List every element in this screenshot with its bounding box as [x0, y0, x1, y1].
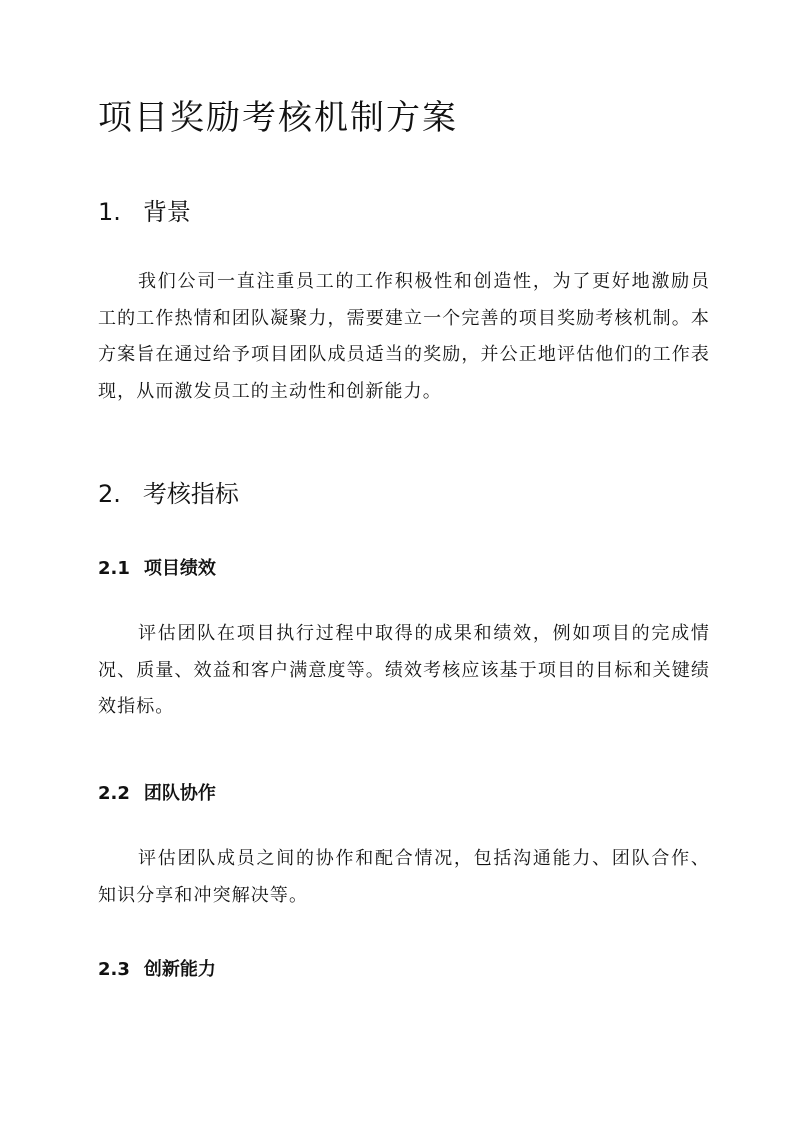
team-collaboration-paragraph: 评估团队成员之间的协作和配合情况，包括沟通能力、团队合作、知识分享和冲突解决等。: [98, 848, 710, 906]
background-paragraph: 我们公司一直注重员工的工作积极性和创造性，为了更好地激励员工的工作热情和团队凝聚力，需要建立一个完善的项目奖励考核机制。本方案旨在通过给予项目团队成员适当的奖励，并公正地评估他们的工作表现，从而激发员工的主动性和创新能力。: [98, 271, 710, 403]
section-number: 1.: [98, 198, 121, 226]
subsection-heading-innovation-ability: [98, 957, 216, 983]
section-title: 背景: [142, 198, 191, 226]
document-title: 项目奖励考核机制方案: [98, 98, 458, 138]
subsection-title: 团队协作: [143, 783, 216, 804]
section-heading-assessment-indicators: [98, 478, 239, 510]
subsection-heading-team-collaboration: [98, 781, 216, 807]
section-number: 2.: [98, 480, 121, 508]
subsection-number: 2.1: [98, 558, 130, 579]
section-heading-background: [98, 196, 191, 228]
subsection-number: 2.3: [98, 959, 130, 980]
project-performance-paragraph: 评估团队在项目执行过程中取得的成果和绩效，例如项目的完成情况、质量、效益和客户满意度等。绩效考核应该基于项目的目标和关键绩效指标。: [98, 623, 710, 718]
subsection-heading-project-performance: [98, 556, 216, 582]
subsection-title: 创新能力: [143, 959, 216, 980]
section-title: 考核指标: [142, 480, 239, 508]
subsection-number: 2.2: [98, 783, 130, 804]
subsection-title: 项目绩效: [143, 558, 216, 579]
